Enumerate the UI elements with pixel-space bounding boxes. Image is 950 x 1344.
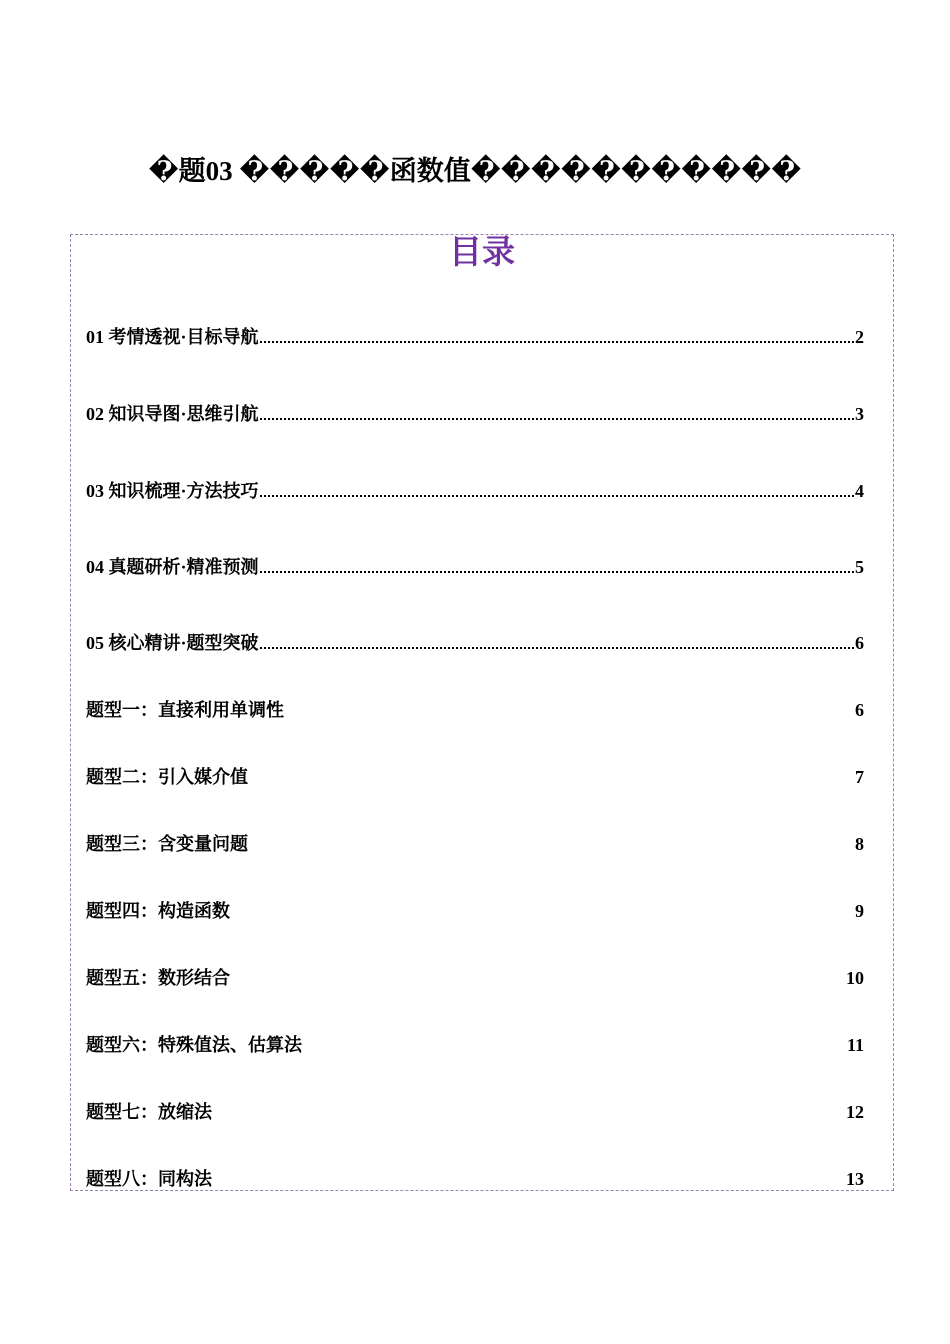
toc-question-type-7[interactable]	[86, 1098, 864, 1124]
dot-leader	[260, 647, 854, 649]
dot-leader	[260, 341, 854, 343]
toc-question-type-6[interactable]	[86, 1031, 864, 1057]
toc-entry-label: 题型三：含变量问题	[86, 834, 248, 854]
toc-entry-label: 题型六：特殊值法、估算法	[86, 1035, 302, 1055]
toc-question-type-5[interactable]	[86, 964, 864, 990]
toc-entry-page: 7	[855, 767, 864, 787]
toc-question-type-8[interactable]	[86, 1165, 864, 1191]
toc-entry-page: 8	[855, 834, 864, 854]
toc-entry-label: 题型五：数形结合	[86, 968, 230, 988]
toc-question-type-3[interactable]	[86, 830, 864, 856]
toc-entry-page: 6	[855, 700, 864, 720]
toc-entry-label: 04 真题研析·精准预测	[86, 557, 259, 577]
toc-question-type-1[interactable]	[86, 696, 864, 722]
toc-entry-page: 13	[846, 1169, 864, 1189]
table-of-contents	[70, 234, 894, 1191]
toc-entry-label: 03 知识梳理·方法技巧	[86, 481, 259, 501]
toc-question-type-4[interactable]	[86, 897, 864, 923]
toc-entry-04[interactable]	[86, 553, 864, 579]
toc-entry-label: 题型一：直接利用单调性	[86, 700, 284, 720]
toc-entry-label: 05 核心精讲·题型突破	[86, 633, 259, 653]
toc-entry-page: 2	[855, 327, 864, 347]
toc-entry-page: 6	[855, 633, 864, 653]
toc-entry-label: 题型二：引入媒介值	[86, 767, 248, 787]
toc-entry-label: 01 考情透视·目标导航	[86, 327, 259, 347]
toc-entry-page: 10	[846, 968, 864, 988]
toc-entry-page: 12	[846, 1102, 864, 1122]
document-title: �题03 �����函数值�����������	[148, 156, 802, 186]
toc-entry-label: 02 知识导图·思维引航	[86, 404, 259, 424]
toc-entry-label: 题型八：同构法	[86, 1169, 212, 1189]
toc-entry-label: 题型七：放缩法	[86, 1102, 212, 1122]
dot-leader	[260, 571, 854, 573]
toc-entry-02[interactable]	[86, 400, 864, 426]
dot-leader	[260, 495, 854, 497]
toc-entry-page: 3	[855, 404, 864, 424]
dot-leader	[260, 418, 854, 420]
toc-entry-page: 5	[855, 557, 864, 577]
toc-entry-page: 9	[855, 901, 864, 921]
toc-question-type-2[interactable]	[86, 763, 864, 789]
toc-entry-page: 11	[846, 1035, 864, 1055]
toc-entry-page: 4	[855, 481, 864, 501]
toc-entry-05[interactable]	[86, 629, 864, 655]
toc-entry-03[interactable]	[86, 477, 864, 503]
toc-heading: 目录	[449, 232, 515, 271]
toc-entry-01[interactable]	[86, 323, 864, 349]
toc-entry-label: 题型四：构造函数	[86, 901, 230, 921]
